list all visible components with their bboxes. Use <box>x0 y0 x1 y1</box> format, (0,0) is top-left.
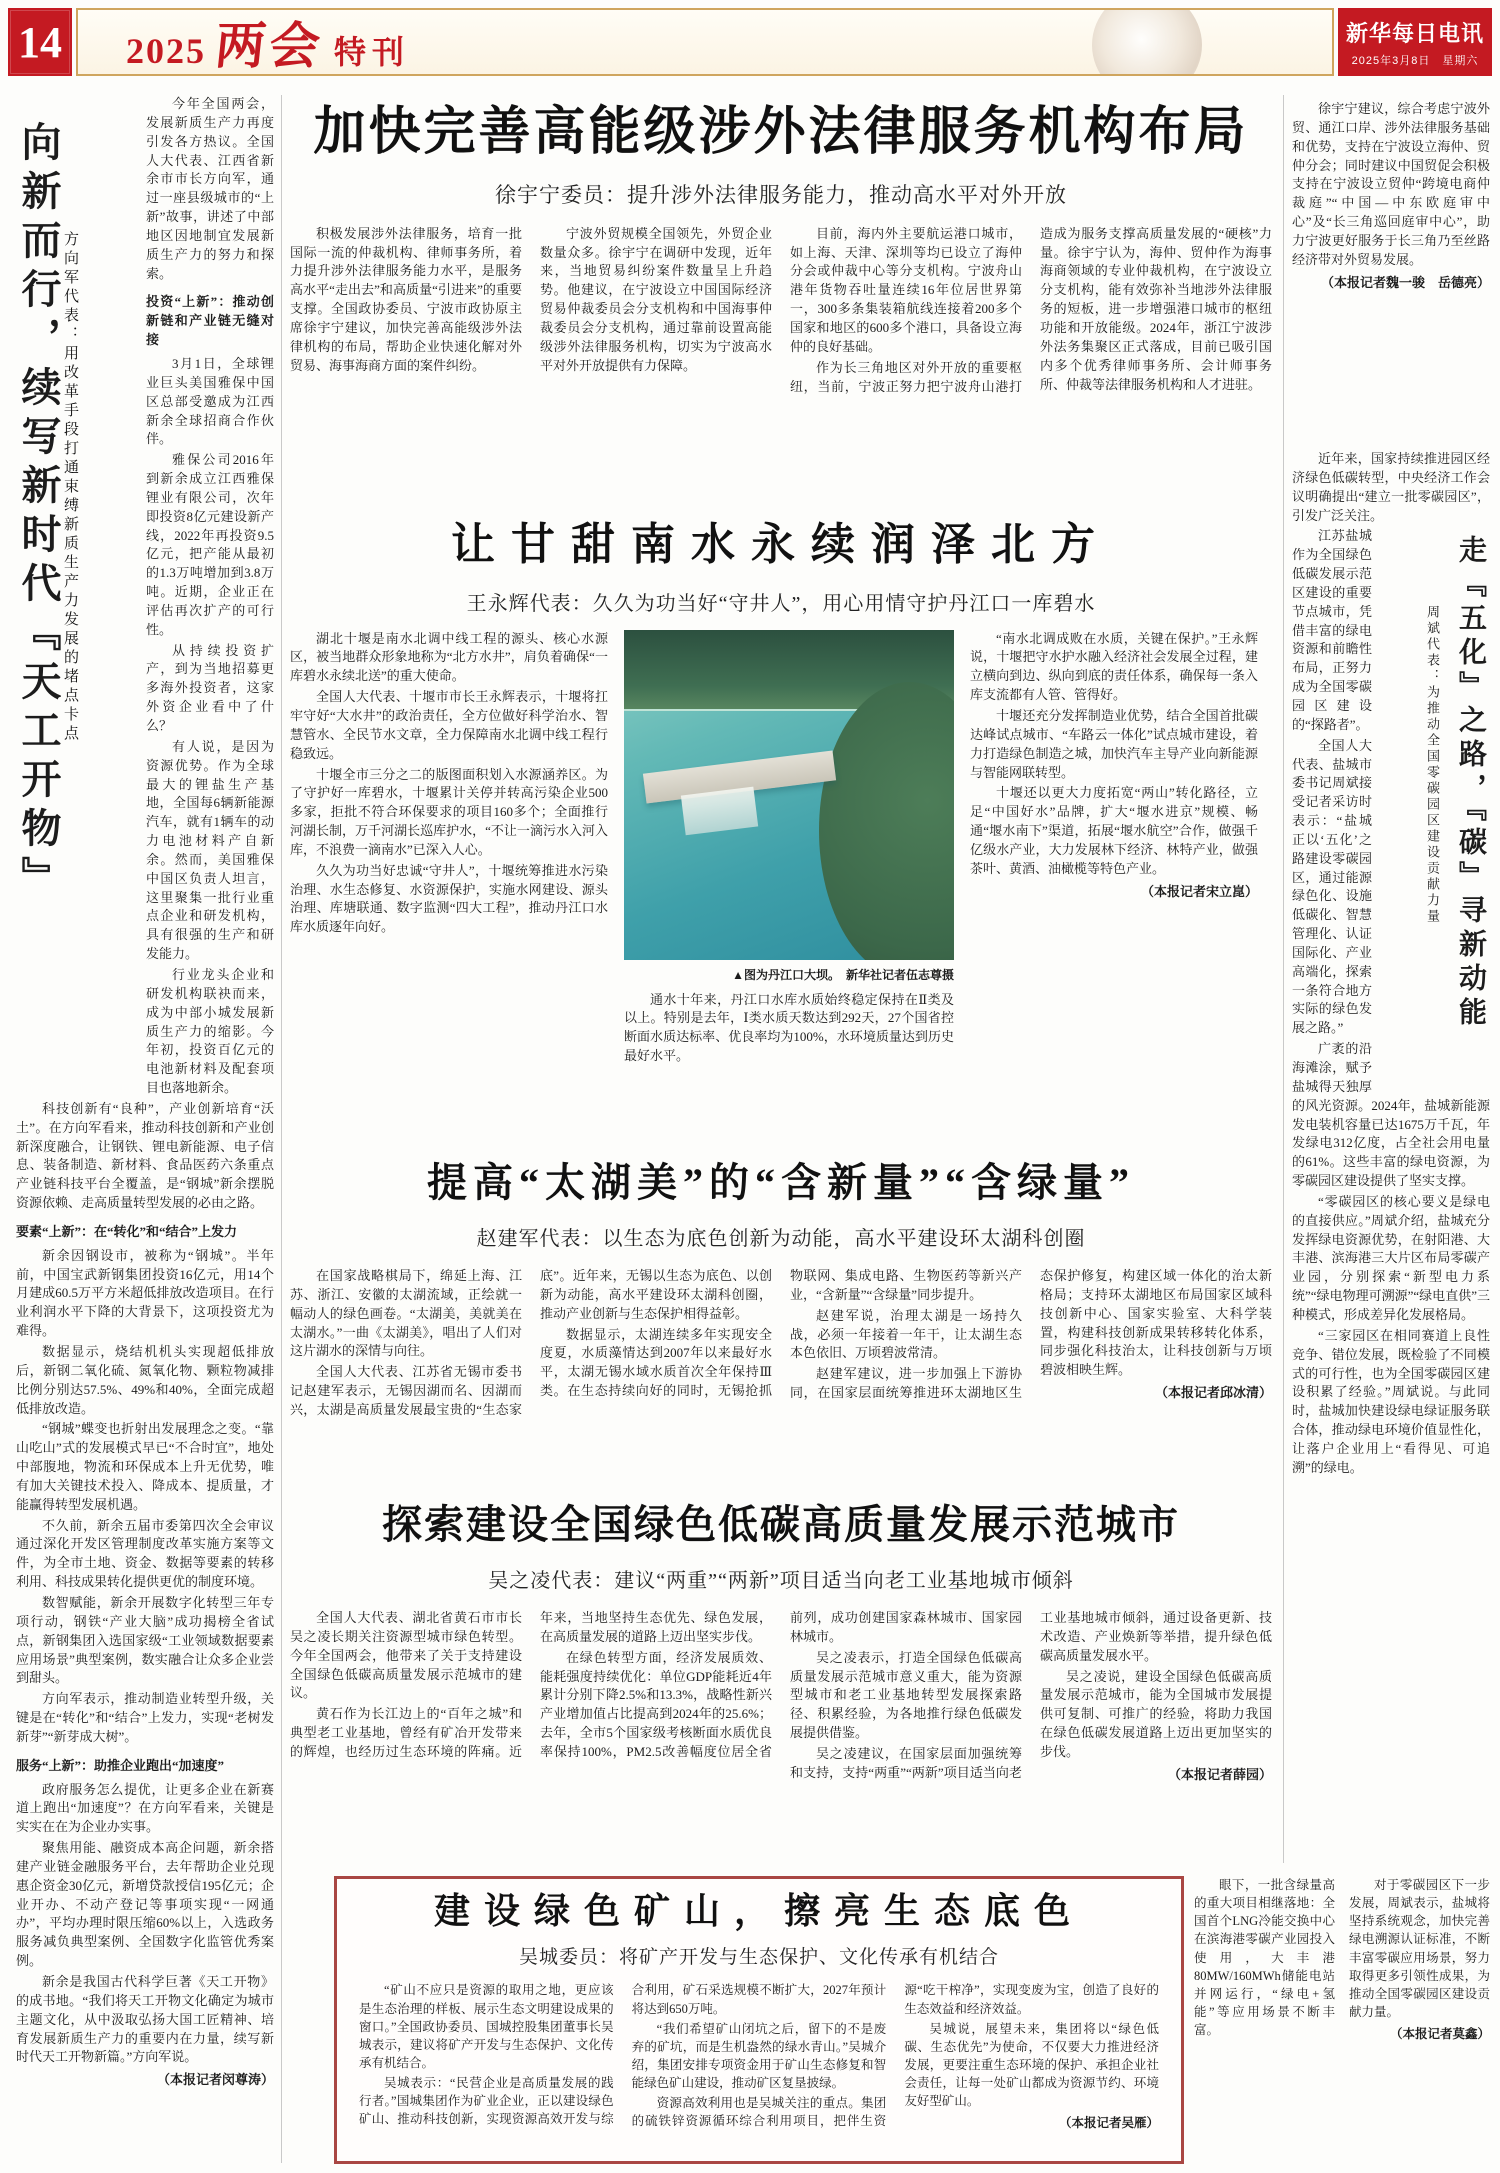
article-paragraph: 全国人大代表、湖北省黄石市市长吴之凌长期关注资源型城市绿色转型。今年全国两会，他带来了关于支持建设全国绿色低碳高质量发展示范城市的建议。 <box>290 1610 522 1701</box>
article-taihu-subhead: 赵建军代表：以生态为底色创新为动能，高水平建设环太湖科创圈 <box>476 1228 1086 1250</box>
article-paragraph: 新余是我国古代科学巨著《天工开物》的成书地。“我们将天工开物文化确定为城市主题文化，从中汲取弘扬大国工匠精神、培育发展新质生产力的重要内在力量，续写新时代天工开物新篇。”方向军说。 <box>16 1974 274 2065</box>
page-number <box>8 8 72 76</box>
article-paragraph: 十堰还以更大力度拓宽“两山”转化路径，立足“中国好水”品牌，扩大“堰水进京”规模、畅通“堰水南下”渠道，拓展“堰水航空”合作，做强千亿级水产业，大力发展林下经济、林特产业，做强茶叶、黄酒、油橄榄等特色产业。 <box>970 785 1258 876</box>
masthead-name: 新华每日电讯 <box>1345 20 1484 46</box>
article-taihu-body <box>290 1267 1272 1475</box>
article-paragraph: 通水十年来，丹江口水库水质始终稳定保持在Ⅱ类及以上。特别是去年，Ⅰ类水质天数达到292天，27个国省控断面水质达标率、优良率均为100%，水环境质量达到历史最好水平。 <box>624 991 954 1064</box>
banner-year: 2025 <box>126 31 206 71</box>
article-water-headline: 让甘甜南水永续润泽北方 <box>451 520 1111 569</box>
byline: （本报记者吴雁） <box>1058 2116 1159 2131</box>
byline: （本报记者薛园） <box>1167 1766 1272 1782</box>
article-paragraph: 吴之凌表示，打造全国绿色低碳高质量发展示范城市意义重大，能为资源型城市和老工业基地转型发展探索路径、积累经验，为各地推行绿色低碳发展提供借鉴。 <box>790 1649 1022 1741</box>
article-paragraph: 对于零碳园区下一步发展，周斌表示，盐城将坚持系统观念，加快完善绿电溯源认证标准，不断丰富零碳应用场景，努力取得更多引领性成果，为推动全国零碳园区建设贡献力量。 <box>1349 1878 1490 2019</box>
photo-shoreline <box>819 682 954 959</box>
article-paragraph: 赵建军说，治理太湖是一场持久战，必须一年接着一年干，让太湖生态本色依旧、万顷碧波常清。 <box>790 1307 1022 1361</box>
article-water <box>290 520 1272 1150</box>
article-paragraph: 吴之凌说，建设全国绿色低碳高质量发展示范城市，能为全国城市发展提供可复制、可推广的经验，将助力我国在绿色低碳发展道路上迈出更加坚实的步伐。 <box>1040 1668 1272 1759</box>
article-paragraph: 积极发展涉外法律服务，培育一批国际一流的仲裁机构、律师事务所，着力提升涉外法律服务能力水平，是服务高水平“走出去”和高质量“引进来”的重要支撑。全国政协委员、宁波市政协原主席徐宇宁建议，加快完善高能级涉外法律机构的布局，帮助企业快速化解对外贸易、海事海商方面的案件纠纷。 <box>290 225 522 373</box>
masthead <box>1338 8 1492 76</box>
article-paragraph: 行业龙头企业和研发机构联袂而来，成为中部小城发展新质生产力的缩影。今年初，投资百亿元的电池新材料及配套项目也落地新余。 <box>146 966 274 1096</box>
article-paragraph: 眼下，一批含绿量高的重大项目相继落地：全国首个LNG冷能交换中心在滨海港零碳产业园投入使用，大丰港80MW/160MWh储能电站并网运行，“绿电+氢能”等应用场景不断丰富。 <box>1194 1878 1335 2037</box>
article-paragraph: 聚焦用能、融资成本高企问题，新余搭建产业链金融服务平台，去年帮助企业兑现惠企资金30亿元，新增贷款授信195亿元；企业开办、不动产登记等事项实现“一网通办”，平均办理时限压缩60%以上，入选政务服务减负典型案例、全国数字化监管优秀案例。 <box>16 1840 274 1969</box>
article-green-mine-box <box>334 1876 1184 2164</box>
article-legal-last-column <box>1292 100 1490 400</box>
article-legal-headline: 加快完善高能级涉外法律服务机构布局 <box>313 104 1249 161</box>
article-paragraph: 科技创新有“良种”，产业创新培育“沃土”。在方向军看来，推动科技创新和产业创新深度融合，让钢铁、锂电新能源、电子信息、装备制造、新材料、食品医药六条重点产业链科技平台全覆盖，是“钢城”新余摆脱资源依赖、走高质量转型发展的必由之路。 <box>16 1100 274 1211</box>
article-green-mine-body <box>359 1981 1159 2141</box>
article-paragraph: 湖北十堰是南水北调中线工程的源头、核心水源区，被当地群众形象地称为“北方水井”，肩负着确保“一库碧水永续北送”的重大使命。 <box>290 630 608 684</box>
article-zero-carbon-intro: 近年来，国家持续推进园区经济绿色低碳转型，中央经济工作会议明确提出“建立一批零碳园区”，引发广泛关注。 <box>1292 451 1490 523</box>
vertical-headline-block <box>16 121 136 1071</box>
article-water-col2 <box>624 630 954 1130</box>
article-paragraph: 赵建军建议，进一步加强上下游协同，在国家层面统筹推进环太湖地区生态保护修复，构建区域一体化的治太新格局；支持环太湖地区布局国家区域科技创新中心、国家实验室、大科学装置，构建科技创新成果转移转化体系，同步强化科技治太，让科技创新与万顷碧波相映生辉。 <box>790 1268 1272 1401</box>
article-water-col1 <box>290 630 608 1130</box>
section-head: 服务“上新”：助推企业跑出“加速度” <box>16 1757 225 1773</box>
article-taihu <box>290 1160 1272 1490</box>
article-zero-carbon-bottom <box>1194 1876 1490 2164</box>
article-paragraph: “钢城”蝶变也折射出发展理念之变。“靠山吃山”式的发展模式早已“不合时宜”，地处中部腹地，物流和环保成本上升无优势，唯有加大关键技术投入、降成本、提质量，才能赢得转型发展机遇。 <box>16 1421 274 1512</box>
article-paragraph: 不久前，新余五届市委第四次全会审议通过深化开发区管理制度改革实施方案等文件，为全市土地、资金、数据等要素的转移利用、科技成果转化提供更优的制度环境。 <box>16 1517 274 1590</box>
section-elements <box>16 1223 274 1747</box>
article-paragraph: 徐宇宁建议，综合考虑宁波外贸、通江口岸、涉外法律服务基础和优势，支持在宁波设立海仲、贸仲分会；同时建议中国贸促会积极支持在宁波设立贸仲“跨境电商仲裁庭”“中国—中东欧庭审中心”及“长三角巡回庭审中心”，助力宁波更好服务于长三角乃至丝路经济带对外贸易发展。 <box>1292 101 1490 267</box>
article-paragraph: 十堰全市三分之二的版图面积划入水源涵养区。为了守护好一库碧水，十堰累计关停并转高污染企业500多家，拒批不符合环保要求的项目160多个；全面推行河湖长制，万千河湖长巡库护水，“不让一滴污水入河入库，不浪费一滴南水”已深入人心。 <box>290 766 608 857</box>
article-paragraph: 方向军表示，推动制造业转型升级，关键是在“转化”和“结合”上发力，实现“老树发新芽”“新芽成大树”。 <box>16 1691 274 1744</box>
masthead-date: 2025年3月8日 星期六 <box>1351 54 1479 67</box>
byline: （本报记者莫鑫） <box>1389 2027 1490 2041</box>
article-paragraph: 全国人大代表、十堰市市长王永辉表示，十堰将扛牢守好“大水井”的政治责任，全方位做好科学治水、智慧管水、全民节水文章，全力保障南水北调中线工程行稳致远。 <box>290 689 608 761</box>
banner-suffix: 特刊 <box>334 34 411 70</box>
article-paragraph: 3月1日，全球锂业巨头美国雅保中国区总部受邀成为江西新余全球招商合作伙伴。 <box>146 355 274 447</box>
article-paragraph: 数据显示，太湖连续多年实现安全度夏，水质藻情达到2007年以来最好水平，太湖无锡水域水质首次全年保持Ⅲ类。在生态持续向好的同时，无锡抢抓物联网、集成电路、生物医药等新兴产业，“含新量”“含绿量”同步提升。 <box>540 1268 1022 1399</box>
article-paragraph: 作为长三角地区对外开放的重要枢纽，当前，宁波正努力把宁波舟山港打造成为服务支撑高质量发展的“硬核”力量。徐宇宁认为，海仲、贸仲作为海事海商领域的专业仲裁机构，在宁波设立分支机构，能有效弥补当地涉外法律服务的短板，进一步增强港口城市的枢纽功能和开放能级。2024年，浙江宁波涉外法务集聚区正式落成，目前已吸引国内多个优秀律师事务所、会计师事务所、仲裁等法律服务机构和人才进驻。 <box>790 225 1272 394</box>
article-paragraph: 江苏盐城作为全国绿色低碳发展示范区建设的重要节点城市，凭借丰富的绿电资源和前瞻性布局，正努力成为全国零碳园区建设的“探路者”。 <box>1292 528 1372 732</box>
left-column-rule <box>281 95 282 2163</box>
article-paragraph: 宁波外贸规模全国领先，外贸企业数量众多。徐宇宁在调研中发现，近年来，当地贸易纠纷案件数量呈上升趋势。他建议，在宁波设立中国国际经济贸易仲裁委员会分支机构和中国海事仲裁委员会分支机构，通过靠前设置高能级涉外法律服务机构，切实为宁波高水平对外开放提供有力保障。 <box>540 225 772 373</box>
article-paragraph: “南水北调成败在水质，关键在保护。”王永辉说，十堰把守水护水融入经济社会发展全过程，建立横向到边、纵向到底的责任体系，确保每一条入库支流都有人管、管得好。 <box>970 630 1258 703</box>
article-green-mine-headline: 建设绿色矿山，擦亮生态底色 <box>433 1891 1084 1931</box>
article-legal-subhead: 徐宇宁委员：提升涉外法律服务能力，推动高水平对外开放 <box>495 182 1067 207</box>
vertical-headline-block <box>1382 535 1490 1080</box>
article-paragraph: 久久为功当好忠诚“守井人”，十堰统筹推进水污染治理、水生态修复、水资源保护，实施水网建设、源头治理、库塘联通、数字监测“四大工程”，推动丹江口水库水质逐年向好。 <box>290 862 608 935</box>
article-zero-carbon-headline: 走『五化』之路，『碳』寻新动能 <box>1455 535 1486 1032</box>
article-paragraph: 新余因钢设市，被称为“钢城”。半年前，中国宝武新钢集团投资16亿元，用14个月建成60.5万平方米超低排放改造项目。在行业利润水平下降的大背景下，这项投资尤为难得。 <box>16 1247 274 1339</box>
article-demo-city-subhead: 吴之凌代表：建议“两重”“两新”项目适当向老工业基地城市倾斜 <box>488 1570 1074 1592</box>
banner-title: 两会 <box>212 18 327 74</box>
article-demo-city-headline: 探索建设全国绿色低碳高质量发展示范城市 <box>382 1502 1180 1547</box>
page-number-text: 14 <box>18 17 62 67</box>
article-paragraph: 有人说，是因为资源优势。作为全球最大的锂盐生产基地，全国每6辆新能源汽车，就有1辆车的动力电池材料产自新余。然而，美国雅保中国区负责人坦言，这里聚集一批行业重点企业和研发机构，具有很强的生产和研发能力。 <box>146 738 274 962</box>
article-paragraph: 资源高效利用也是吴城关注的重点。集团的硫铁锌资源循环综合利用项目，把伴生资源“吃干榨净”，实现变废为宝，创造了良好的生态效益和经济效益。 <box>631 1983 1159 2129</box>
article-taihu-headline: 提高“太湖美”的“含新量”“含绿量” <box>427 1160 1135 1205</box>
article-demo-city <box>290 1502 1272 1862</box>
article-paragraph: 在国家战略棋局下，绵延上海、江苏、浙江、安徽的太湖流域，正绘就一幅动人的绿色画卷。“太湖美，美就美在太湖水。”一曲《太湖美》，唱出了人们对这片湖水的深情与向往。 <box>290 1268 522 1359</box>
article-demo-city-body <box>290 1609 1272 1844</box>
article-water-subhead: 王永辉代表：久久为功当好“守井人”，用心用情守护丹江口一库碧水 <box>466 592 1096 615</box>
article-paragraph: 黄石作为长江边上的“百年之城”和典型老工业基地，曾经有矿冶开发带来的辉煌，也经历过生态环境的阵痛。近年来，当地坚持生态优先、绿色发展，在高质量发展的道路上迈出坚实步伐。 <box>290 1610 772 1759</box>
photo-spillway <box>681 787 758 835</box>
pearl-decoration-icon <box>1092 8 1202 76</box>
article-paragraph: 目前，海内外主要航运港口城市，如上海、天津、深圳等均已设立了海仲分会或仲裁中心等分支机构。宁波舟山港年货物吞吐量连续16年位居世界第一，300多条集装箱航线连接着200多个国家和地区的600多个港口，具备设立海仲的良好基础。 <box>790 225 1022 354</box>
article-paragraph: 吴城表示：“民营企业是高质量发展的践行者。”国城集团作为矿业企业，正以建设绿色矿山、推动科技创新，实现资源高效开发与综合利用，矿石采选规模不断扩大，2027年预计将达到650万吨。 <box>359 1983 887 2127</box>
article-paragraph: “三家园区在相同赛道上良性竞争、错位发展，既检验了不同模式的可行性，也为全国零碳园区建设积累了经验。”周斌说。与此同时，盐城加快建设绿电绿证服务联合体，推动绿电环境价值显性化，让落户企业用上“看得见、可追溯”的绿电。 <box>1292 1327 1490 1475</box>
article-legal-services <box>290 95 1272 515</box>
article-water-col3 <box>970 630 1258 1130</box>
article-paragraph: 雅保公司2016年到新余成立江西雅保锂业有限公司，次年即投资8亿元建设新产线，2022年再投资9.5亿元，把产能从最初的1.3万吨增加到3.8万吨。近期，企业正在评估再次扩产的可行性。 <box>146 452 274 637</box>
article-zero-carbon-subhead: 周斌代表：为推动全国零碳园区建设贡献力量 <box>1425 605 1440 926</box>
article-green-mine-subhead: 吴城委员：将矿产开发与生态保护、文化传承有机结合 <box>518 1947 999 1969</box>
article-legal-body <box>290 225 1272 483</box>
right-column-rule <box>1283 95 1284 1863</box>
byline: （本报记者魏一骏 岳德亮） <box>1320 274 1490 290</box>
section-head: 投资“上新”：推动创新链和产业链无缝对接 <box>146 294 274 348</box>
byline: （本报记者宋立崑） <box>1140 883 1258 899</box>
article-tiangong-kaiwu <box>16 95 274 2165</box>
article-paragraph: 广袤的沿海滩涂，赋予盐城得天独厚的风光资源。2024年，盐城新能源发电装机容量已达1675万千瓦，年发绿电312亿度，占全社会用电量的61%。这些丰富的绿电资源，为零碳园区建设提供了坚实支撑。 <box>1292 1041 1490 1189</box>
article-paragraph: 十堰还充分发挥制造业优势，结合全国首批碳达峰试点城市、“车路云一体化”试点城市建设，着力打造绿色制造之城，加快汽车主导产业向新能源与智能网联转型。 <box>970 707 1258 780</box>
article-paragraph: “零碳园区的核心要义是绿电的直接供应。”周斌介绍，盐城充分发挥绿电资源优势，在射阳港、大丰港、滨海港三大片区布局零碳产业园，分别探索“新型电力系统”“绿电物理可溯源”“绿电直供”三种模式，形成差异化发展格局。 <box>1292 1193 1490 1322</box>
byline: （本报记者闵尊涛） <box>156 2072 274 2088</box>
article-paragraph: 政府服务怎么提优，让更多企业在新赛道上跑出“加速度”？在方向军看来，关键是实实在在为企业办实事。 <box>16 1781 274 1835</box>
article-paragraph: “我们希望矿山闭坑之后，留下的不是废弃的矿坑，而是生机盎然的绿水青山。”吴城介绍，集团安排专项资金用于矿山生态修复和智能绿色矿山建设，推动矿区复垦披绿。 <box>631 2021 887 2091</box>
article-paragraph: 从持续投资扩产，到为当地招募更多海外投资者，这家外资企业看中了什么？ <box>146 642 274 733</box>
article-paragraph: 在绿色转型方面，经济发展质效、能耗强度持续优化：单位GDP能耗近4年累计分别下降2.5%和13.3%，战略性新兴产业增加值占比提高到2024年的25.6%；去年，全市5个国家级考核断面水质优良率保持100%，PM2.5改善幅度位居全省前列，成功创建国家森林城市、国家园林城市。 <box>540 1610 1022 1759</box>
edition-banner <box>76 8 1334 76</box>
article-paragraph: 全国人大代表、盐城市委书记周斌接受记者采访时表示：“盐城正以‘五化’之路建设零碳园区，通过能源绿色化、设施低碳化、智慧管理化、认证国际化、产业高端化，探索一条符合地方实际的绿色发展之路。” <box>1292 737 1372 1036</box>
article-paragraph: 吴城说，展望未来，集团将以“绿色低碳、生态优先”为使命，不仅要大力推进经济发展，更要注重生态环境的保护、承担企业社会责任，让每一处矿山都成为资源节约、环境友好型矿山。 <box>904 2021 1159 2109</box>
photo-caption: ▲图为丹江口大坝。 新华社记者伍志尊摄 <box>732 967 954 982</box>
article-paragraph: 全国人大代表、江苏省无锡市委书记赵建军表示，无锡因湖而名、因湖而兴，太湖是高质量发展最宝贵的“生态家底”。近年来，无锡以生态为底色、以创新为动能，高水平建设环太湖科创圈，推动产业创新与生态保护相得益彰。 <box>290 1268 772 1417</box>
article-zero-carbon <box>1292 450 1490 1862</box>
article-paragraph: 吴之凌建议，在国家层面加强统筹和支持，支持“两重”“两新”项目适当向老工业基地城市倾斜，通过设备更新、技术改造、产业焕新等举措，提升绿色低碳高质量发展水平。 <box>790 1610 1272 1780</box>
article-tiangong-subhead: 方向军代表：用改革手段打通束缚新质生产力发展的堵点卡点 <box>62 231 78 744</box>
article-tiangong-intro: 今年全国两会，发展新质生产力再度引发各方热议。全国人大代表、江西省新余市市长方向军，通过一座县级城市的“上新”故事，讲述了中部地区因地制宜发展新质生产力的努力和探索。 <box>146 96 274 281</box>
article-paragraph: 数智赋能，新余开展数字化转型三年专项行动，钢铁“产业大脑”成功揭榜全省试点，新钢集团入选国家级“工业领域数据要素应用场景”典型案例，数实融合让众多企业尝到甜头。 <box>16 1594 274 1686</box>
article-paragraph: “矿山不应只是资源的取用之地，更应该是生态治理的样板、展示生态文明建设成果的窗口。”全国政协委员、国城控股集团董事长吴城表示，建议将矿产开发与生态保护、文化传承有机结合。 <box>359 1983 614 2070</box>
article-tiangong-headline: 向新而行，续写新时代『天工开物』 <box>16 121 61 905</box>
section-service <box>16 1757 274 2068</box>
article-paragraph: 数据显示，烧结机机头实现超低排放后，新钢二氧化硫、氮氧化物、颗粒物减排比例分别达57.5%、49%和40%，全面完成超低排放改造。 <box>16 1344 274 1416</box>
byline: （本报记者邱冰清） <box>1154 1385 1272 1401</box>
danjiangkou-dam-photo <box>624 630 954 960</box>
section-head: 要素“上新”：在“转化”和“结合”上发力 <box>16 1223 238 1239</box>
